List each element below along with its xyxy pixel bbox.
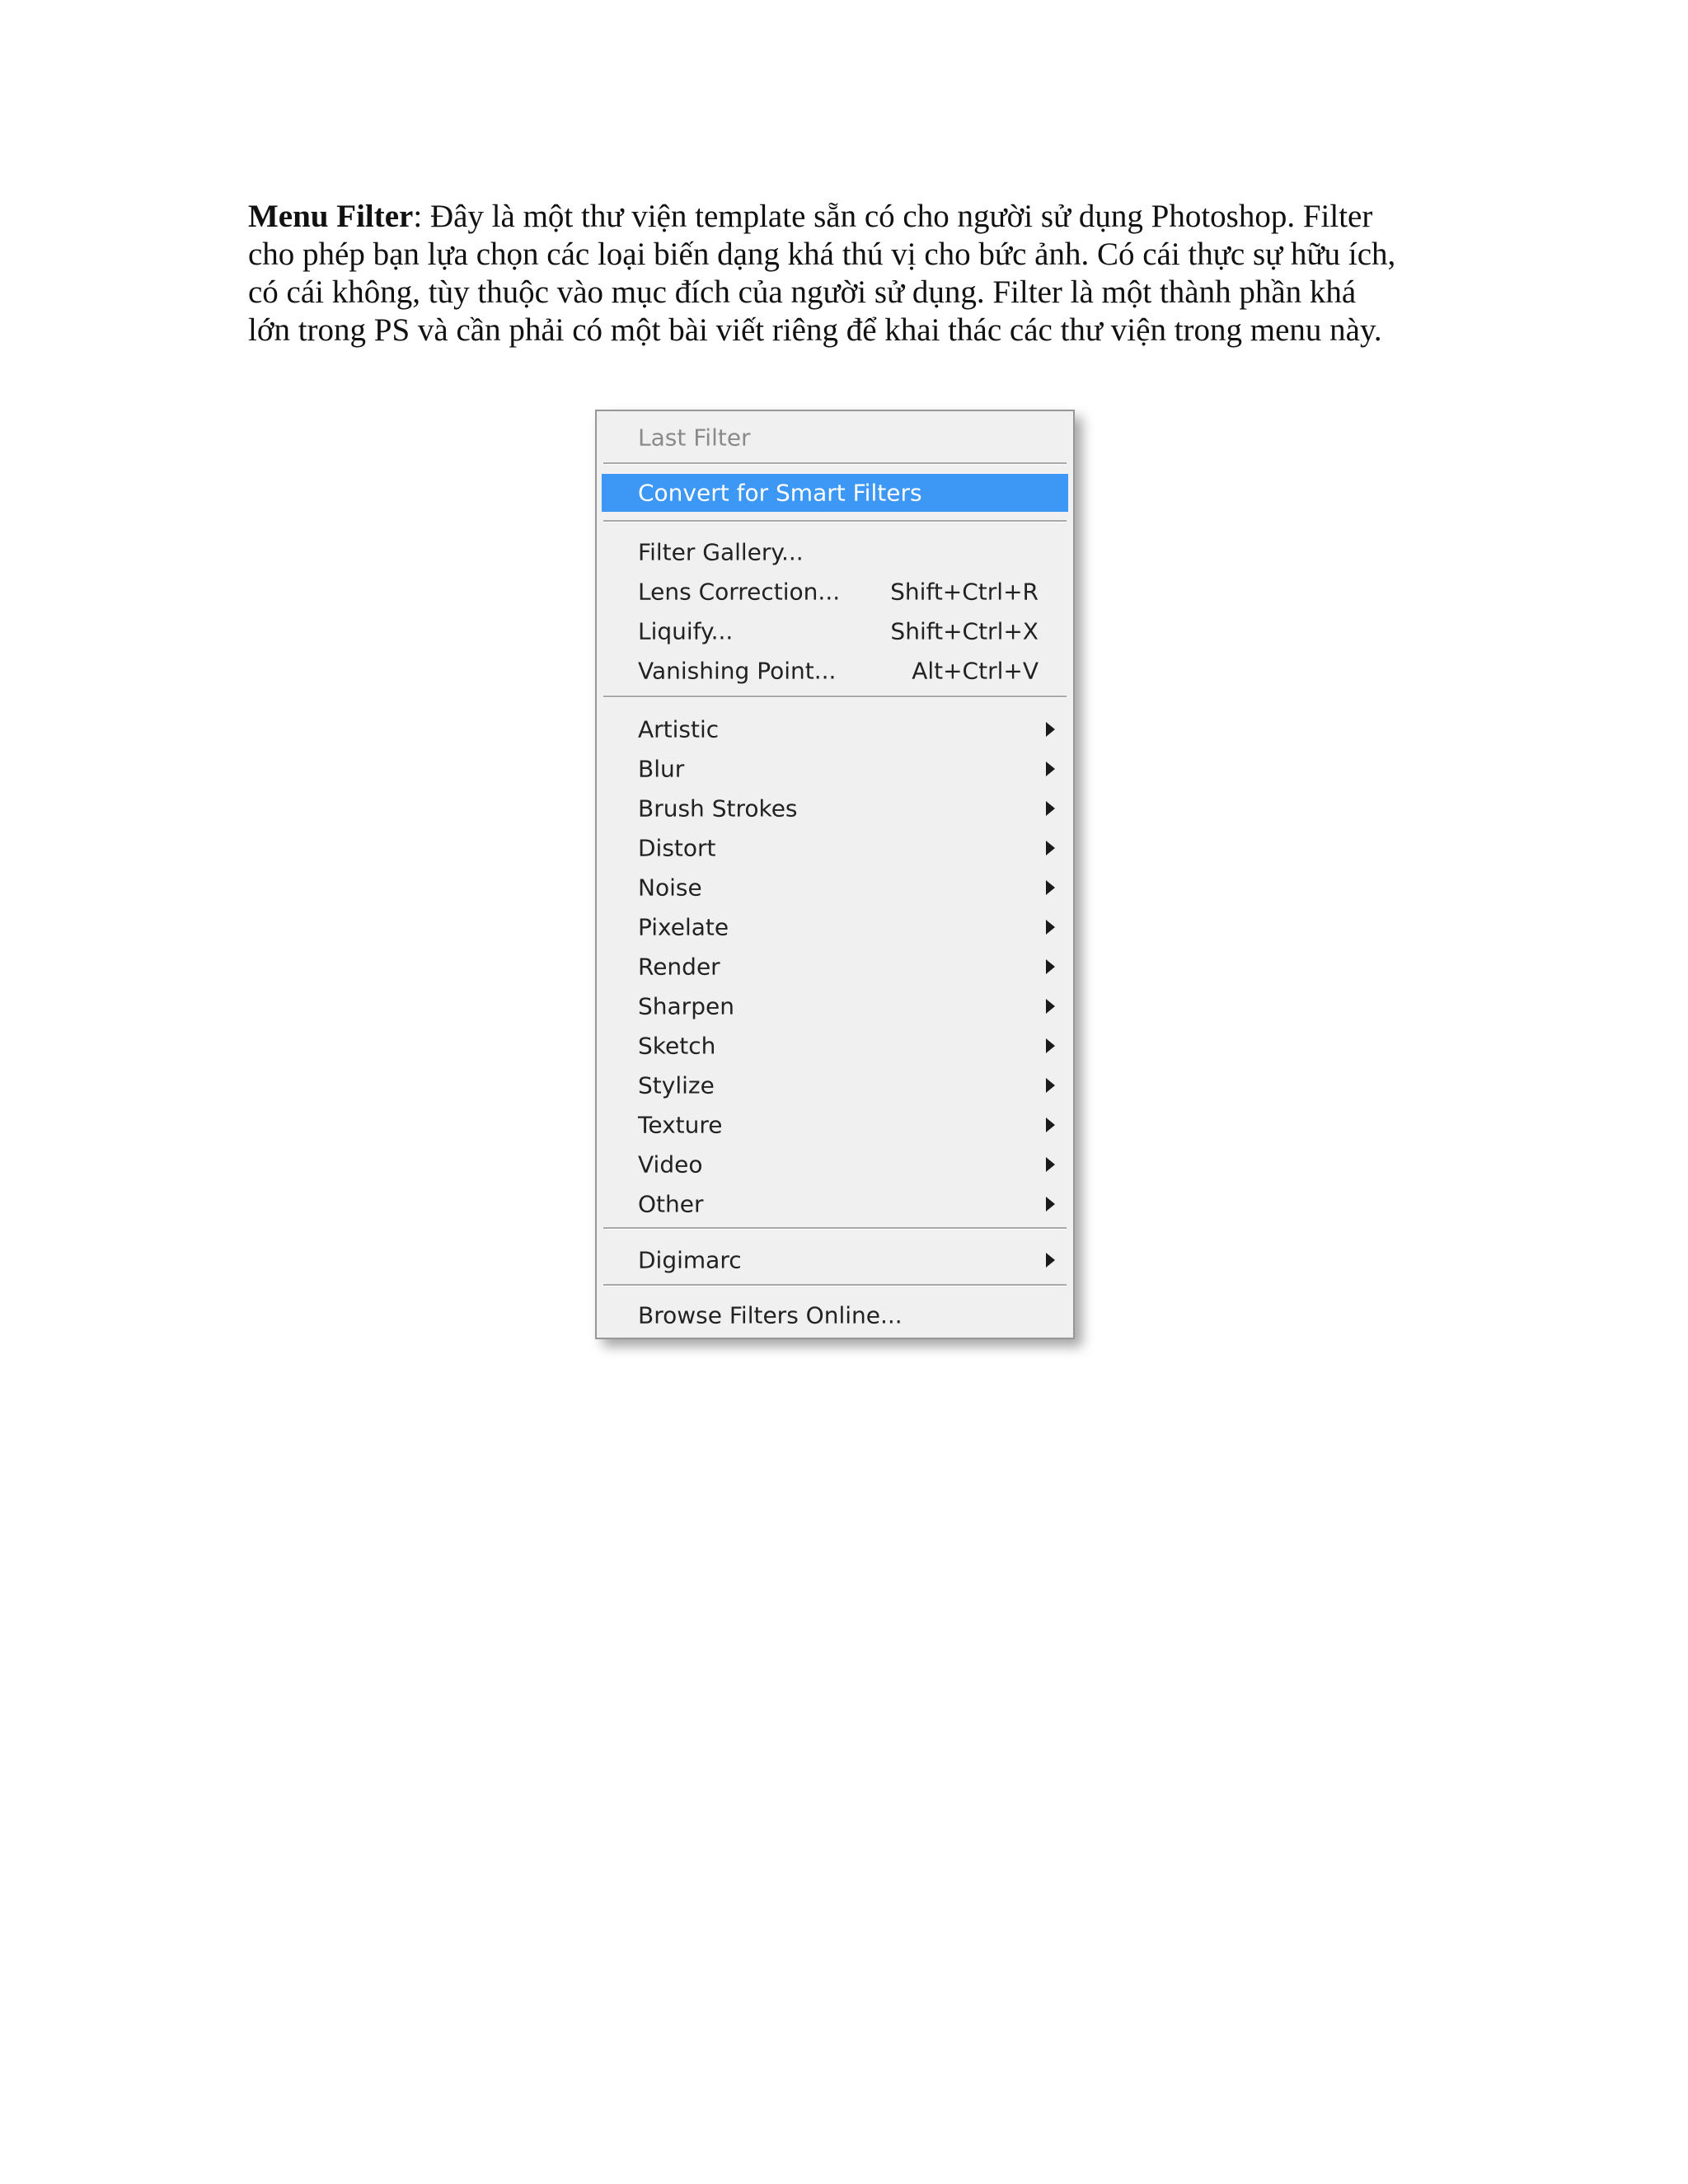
submenu-video[interactable]: Video [602,1146,1068,1183]
submenu-arrow-icon [1046,722,1055,737]
submenu-arrow-icon [1046,801,1055,816]
submenu-sharpen[interactable]: Sharpen [602,987,1068,1025]
submenu-arrow-icon [1046,1253,1055,1268]
submenu-render[interactable]: Render [602,948,1068,986]
submenu-arrow-icon [1046,1118,1055,1132]
menu-item-filter-gallery[interactable]: Filter Gallery... [638,538,804,566]
submenu-blur[interactable]: Blur [602,750,1068,788]
submenu-arrow-icon [1046,762,1055,776]
submenu-pixelate[interactable]: Pixelate [602,908,1068,946]
submenu-arrow-icon [1046,959,1055,974]
intro-paragraph [248,198,1451,349]
menu-item-vanishing-point[interactable]: Vanishing Point... Alt+Ctrl+V [638,657,1039,685]
submenu-digimarc[interactable]: Digimarc [602,1241,1068,1279]
submenu-brush-strokes[interactable]: Brush Strokes [602,790,1068,827]
submenu-arrow-icon [1046,1038,1055,1053]
submenu-noise[interactable]: Noise [602,869,1068,907]
submenu-arrow-icon [1046,1078,1055,1093]
paragraph-line-4: lớn trong PS và cần phải có một bài viết riêng để khai thác các thư viện trong menu này. [248,312,1382,348]
paragraph-line-1: Menu Filter: Đây là một thư viện template sẵn có cho người sử dụng Photoshop. Filter [248,199,1373,234]
submenu-arrow-icon [1046,999,1055,1014]
submenu-arrow-icon [1046,1197,1055,1212]
menu-item-browse-filters-online[interactable]: Browse Filters Online... [638,1301,903,1329]
paragraph-line-2: cho phép bạn lựa chọn các loại biến dạng khá thú vị cho bức ảnh. Có cái thực sự hữu ích, [248,237,1396,272]
menu-item-liquify[interactable]: Liquify... Shift+Ctrl+X [638,617,1039,645]
submenu-other[interactable]: Other [602,1185,1068,1223]
menu-item-convert-smart-filters[interactable]: Convert for Smart Filters [602,474,1068,512]
menu-separator [603,1284,1067,1286]
menu-separator [603,1227,1067,1230]
paragraph-line-3: có cái không, tùy thuộc vào mục đích của người sử dụng. Filter là một thành phần khá [248,274,1357,310]
submenu-sketch[interactable]: Sketch [602,1027,1068,1065]
submenu-texture[interactable]: Texture [602,1106,1068,1144]
submenu-artistic[interactable]: Artistic [602,710,1068,748]
submenu-stylize[interactable]: Stylize [602,1066,1068,1104]
submenu-distort[interactable]: Distort [602,829,1068,867]
submenu-arrow-icon [1046,1157,1055,1172]
menu-item-last-filter: Last Filter [638,424,751,452]
shortcut-vanishing-point: Alt+Ctrl+V [912,657,1039,685]
menu-separator [603,520,1067,523]
menu-item-lens-correction[interactable]: Lens Correction... Shift+Ctrl+R [638,578,1039,606]
menu-separator [603,462,1067,465]
paragraph-bold-title: Menu Filter [248,199,414,234]
submenu-arrow-icon [1046,880,1055,895]
submenu-arrow-icon [1046,920,1055,935]
shortcut-lens-correction: Shift+Ctrl+R [890,578,1039,606]
submenu-arrow-icon [1046,841,1055,855]
menu-separator [603,696,1067,698]
shortcut-liquify: Shift+Ctrl+X [890,617,1039,645]
filter-menu [595,410,1075,1339]
